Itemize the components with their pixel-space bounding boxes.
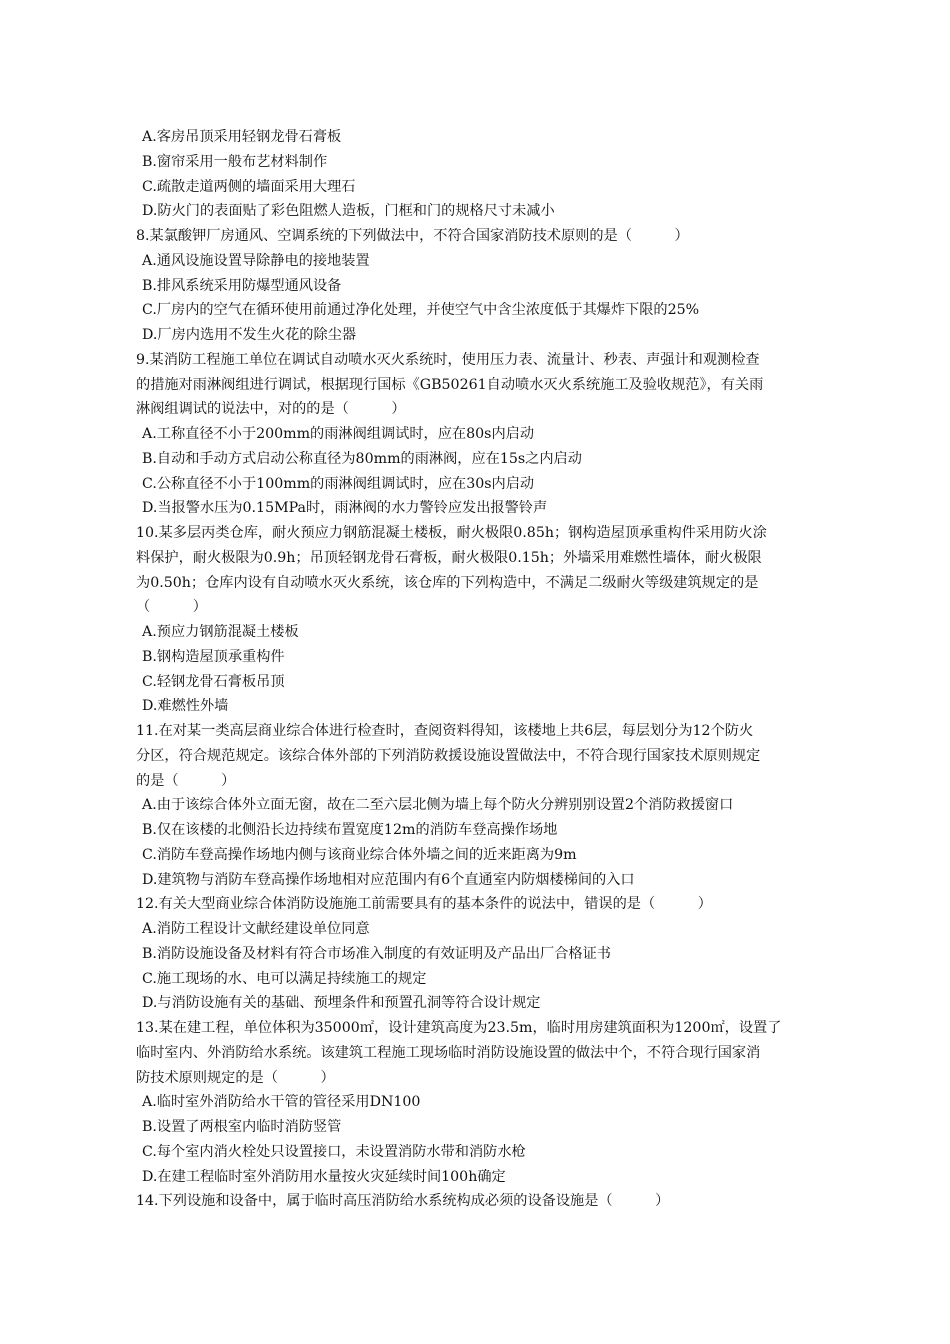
option-d: D.与消防设施有关的基础、预埋条件和预置孔洞等符合设计规定: [142, 995, 541, 1012]
option-b: B.仅在该楼的北侧沿长边持续布置宽度12m的消防车登高操作场地: [142, 822, 558, 838]
question-12-stem: 12.有关大型商业综合体消防设施施工前需要具有的基本条件的说法中，错误的是（ ）: [136, 896, 712, 913]
option-a: A.由于该综合体外立面无窗，故在二至六层北侧为墙上每个防火分辨别别设置2个消防救援窗口: [142, 797, 734, 814]
option-d: D.当报警水压为0.15MPa时，雨淋阀的水力警铃应发出报警铃声: [142, 500, 548, 517]
question-10-block: [136, 521, 886, 719]
question-10-stem-line-4: （ ）: [136, 599, 207, 616]
option-b: B.排风系统采用防爆型通风设备: [142, 277, 342, 294]
question-8-block: [136, 224, 886, 348]
question-9-stem-line-2: 的措施对雨淋阀组进行调试，根据现行国标《GB50261自动喷水灭火系统施工及验收规范》，有关雨: [136, 376, 764, 393]
option-d: D.建筑物与消防车登高操作场地相对应范围内有6个直通室内防烟楼梯间的入口: [142, 871, 635, 888]
option-d: D.厂房内选用不发生火花的除尘器: [142, 327, 357, 343]
option-b: B.钢构造屋顶承重构件: [142, 648, 285, 665]
option-c: C.消防车登高操作场地内侧与该商业综合体外墙之间的近来距离为9m: [142, 846, 577, 863]
option-a: A.通风设施设置导除静电的接地装置: [142, 252, 370, 269]
option-c: C.施工现场的水、电可以满足持续施工的规定: [142, 970, 427, 987]
question-13-block: [136, 1016, 886, 1189]
question-10-stem-line-1: 10.某多层丙类仓库，耐火预应力钢筋混凝土楼板，耐火极限0.85h；钢构造屋顶承重构件采用防火涂: [136, 525, 767, 541]
option-a: A.客房吊顶采用轻钢龙骨石膏板: [142, 129, 342, 145]
question-11-stem-line-1: 11.在对某一类高层商业综合体进行检查时，查阅资料得知，该楼地上共6层，每层划分为12个防火: [136, 723, 754, 739]
option-c: C.疏散走道两侧的墙面采用大理石: [142, 178, 356, 195]
question-11-stem-line-2: 分区，符合规范规定。该综合体外部的下列消防救援设施设置做法中，不符合现行国家技术原则规定: [136, 747, 761, 764]
option-a: A.临时室外消防给水干管的管径采用DN100: [142, 1094, 421, 1111]
question-9-block: [136, 348, 886, 521]
option-d: D.在建工程临时室外消防用水量按火灾延续时间100h确定: [142, 1168, 506, 1185]
question-7-block: [136, 125, 886, 224]
question-13-stem-line-2: 临时室内、外消防给水系统。该建筑工程施工现场临时消防设施设置的做法中个，不符合现行国家消: [136, 1044, 761, 1061]
question-13-stem-line-1: 13.某在建工程，单位体积为35000㎡，设计建筑高度为23.5m，临时用房建筑面积为1200㎡，设置了: [136, 1020, 782, 1036]
option-b: B.窗帘采用一般布艺材料制作: [142, 153, 328, 170]
option-d: D.防火门的表面贴了彩色阻燃人造板，门框和门的规格尺寸未减小: [142, 203, 555, 220]
option-a: A.预应力钢筋混凝土楼板: [142, 624, 299, 640]
option-a: A.工称直径不小于200mm的雨淋阀组调试时，应在80s内启动: [142, 426, 535, 442]
question-10-stem-line-3: 为0.50h；仓库内设有自动喷水灭火系统，该仓库的下列构造中，不满足二级耐火等级建筑规定的是: [136, 574, 759, 591]
question-13-stem-line-3: 防技术原则规定的是（ ）: [136, 1069, 335, 1086]
question-14-stem: 14.下列设施和设备中，属于临时高压消防给水系统构成必须的设备设施是（ ）: [136, 1193, 670, 1210]
option-a: A.消防工程设计文献经建设单位同意: [142, 921, 370, 937]
option-c: C.公称直径不小于100mm的雨淋阀组调试时，应在30s内启动: [142, 475, 535, 492]
option-c: C.轻钢龙骨石膏板吊顶: [142, 673, 285, 690]
option-d: D.难燃性外墙: [142, 698, 229, 715]
question-9-stem-line-3: 淋阀组调试的说法中，对的的是（ ）: [136, 401, 406, 418]
question-11-stem-line-3: 的是（ ）: [136, 772, 236, 789]
question-11-block: [136, 719, 886, 892]
question-10-stem-line-2: 料保护，耐火极限为0.9h；吊顶轻钢龙骨石膏板，耐火极限0.15h；外墙采用难燃性墙体，耐火极限: [136, 549, 762, 566]
option-c: C.每个室内消火栓处只设置接口，未设置消防水带和消防水枪: [142, 1143, 526, 1160]
question-9-stem-line-1: 9.某消防工程施工单位在调试自动喷水灭火系统时，使用压力表、流量计、秒表、声强计和观测检查: [136, 351, 760, 368]
option-c: C.厂房内的空气在循环使用前通过净化处理，并使空气中含尘浓度低于其爆炸下限的25%: [142, 302, 700, 319]
option-b: B.消防设施设备及材料有符合市场准入制度的有效证明及产品出厂合格证书: [142, 945, 611, 962]
option-b: B.设置了两根室内临时消防竖管: [142, 1119, 342, 1135]
question-14-block: [136, 1189, 886, 1214]
option-b: B.自动和手动方式启动公称直径为80mm的雨淋阀，应在15s之内启动: [142, 450, 582, 467]
question-12-block: [136, 892, 886, 1016]
document-page: [136, 125, 886, 1214]
question-8-stem: 8.某氯酸钾厂房通风、空调系统的下列做法中，不符合国家消防技术原则的是（ ）: [136, 228, 689, 244]
